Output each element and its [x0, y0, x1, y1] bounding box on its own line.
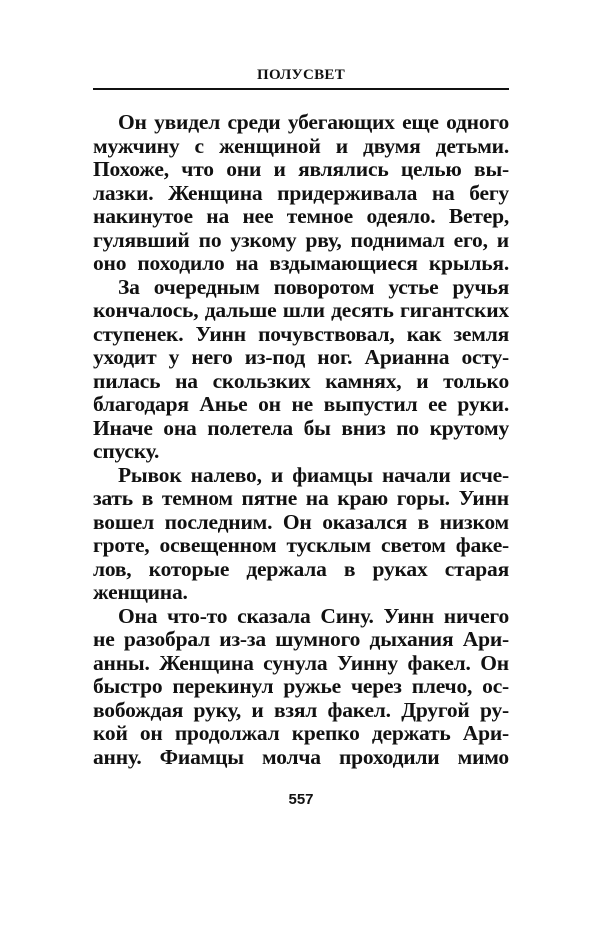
text-line: зать в темном пятне на краю горы. Уинн	[93, 486, 509, 510]
text-line: лазки. Женщина придерживала на бегу	[93, 180, 509, 205]
text-line: ступенек. Уинн почувствовал, как земля	[93, 321, 509, 346]
text-line: кончалось, дальше шли десять гигантских	[93, 298, 509, 322]
paragraph-1	[93, 111, 509, 276]
text-line: не разобрал из-за шумного дыхания Ари-	[93, 627, 509, 651]
text-line: Похоже, что они и являлись целью вы-	[93, 157, 509, 181]
paragraph-4	[93, 605, 509, 770]
running-head-title: ПОЛУСВЕТ	[256, 67, 346, 83]
page-number: 557	[288, 791, 314, 808]
text-line: лов, которые держала в руках старая	[93, 556, 509, 581]
text-line: Рывок налево, и фиамцы начали исче-	[118, 462, 509, 487]
text-line: анну. Фиамцы молча проходили мимо	[93, 744, 509, 769]
text-line: спуску.	[93, 439, 160, 463]
text-line: вошел последним. Он оказался в низком	[93, 509, 509, 534]
text-line: оно походило на вздымающиеся крылья.	[93, 251, 509, 275]
body-text	[93, 111, 509, 769]
text-line: мужчину с женщиной и двумя детьми.	[93, 133, 509, 158]
paragraph-2	[93, 276, 509, 464]
text-line: кой он продолжал крепко держать Ари-	[93, 721, 509, 745]
text-line: Он увидел среди убегающих еще одного	[118, 110, 509, 134]
text-line: пилась на скользких камнях, и только	[93, 368, 509, 393]
text-line: уходит у него из-под ног. Арианна осту-	[93, 345, 509, 369]
text-line: накинутое на нее темное одеяло. Ветер,	[93, 204, 509, 228]
text-line: быстро перекинул ружье через плечо, ос-	[93, 674, 509, 698]
text-line: женщина.	[93, 580, 188, 604]
paragraph-3	[93, 464, 509, 605]
text-line: анны. Женщина сунула Уинну факел. Он	[93, 650, 509, 675]
text-line: За очередным поворотом устье ручья	[118, 274, 509, 299]
text-line: гроте, освещенном тусклым светом факе-	[93, 533, 509, 557]
text-line: Она что-то сказала Сину. Уинн ничего	[118, 603, 509, 628]
text-line: вобождая руку, и взял факел. Другой ру-	[93, 697, 509, 722]
header-rule-divider	[93, 88, 509, 90]
text-line: Иначе она полетела бы вниз по крутому	[93, 415, 509, 440]
text-line: гулявший по узкому рву, поднимал его, и	[93, 227, 509, 252]
text-line: благодаря Анье он не выпустил ее руки.	[93, 392, 509, 416]
